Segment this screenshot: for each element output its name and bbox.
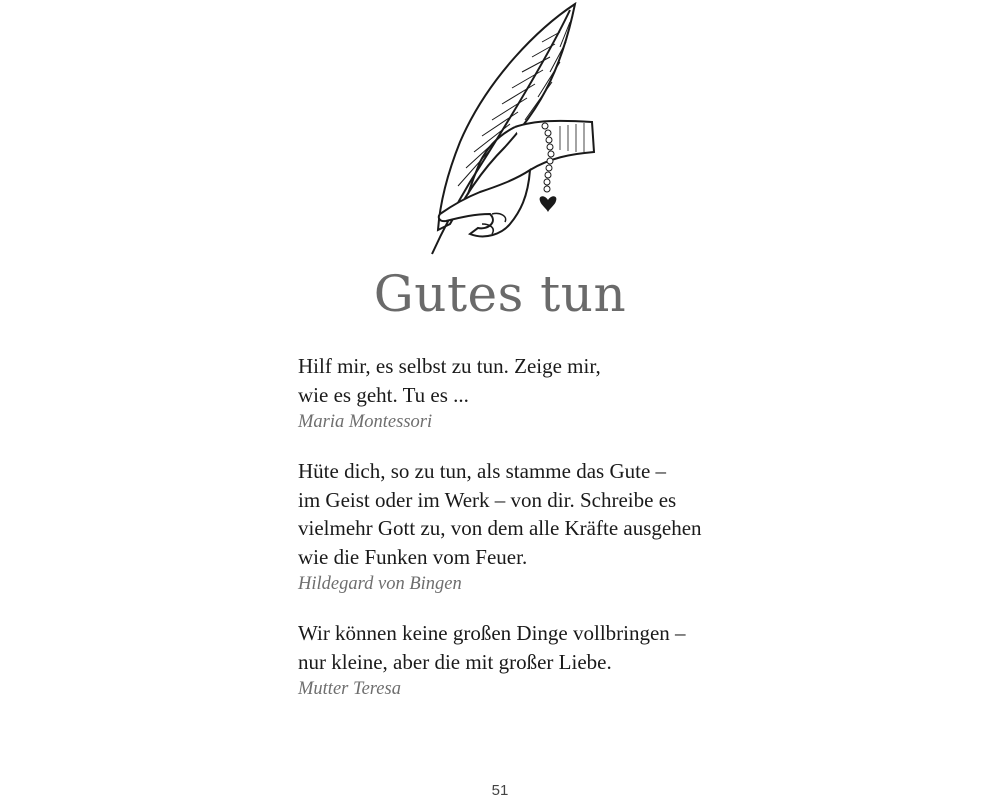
quote-text: [298, 457, 738, 571]
quote-line: nur kleine, aber die mit großer Liebe.: [298, 649, 612, 674]
quote-author: Maria Montessori: [298, 412, 433, 432]
quote-text: [298, 619, 738, 676]
quote-line: Hüte dich, so zu tun, als stamme das Gute –: [298, 459, 667, 483]
hand-writing-with-quill-icon: [410, 2, 610, 258]
quote-line: im Geist oder im Werk – von dir. Schreibe es: [298, 487, 677, 512]
quote-line: wie es geht. Tu es ...: [298, 382, 469, 407]
page-number: 51: [491, 782, 509, 799]
quote-text: [298, 352, 738, 409]
quote-item: [298, 619, 738, 702]
quote-line: Wir können keine großen Dinge vollbringen –: [298, 621, 686, 645]
quote-item: [298, 457, 738, 597]
page-title: Gutes tun: [373, 265, 627, 323]
quote-list: [298, 352, 738, 724]
quote-author: Hildegard von Bingen: [298, 574, 462, 594]
quote-author: Mutter Teresa: [298, 679, 401, 699]
quote-line: wie die Funken vom Feuer.: [298, 544, 528, 569]
quote-line: vielmehr Gott zu, von dem alle Kräfte ausgehen: [298, 516, 702, 540]
quote-line: Hilf mir, es selbst zu tun. Zeige mir,: [298, 354, 601, 378]
quote-item: [298, 352, 738, 435]
